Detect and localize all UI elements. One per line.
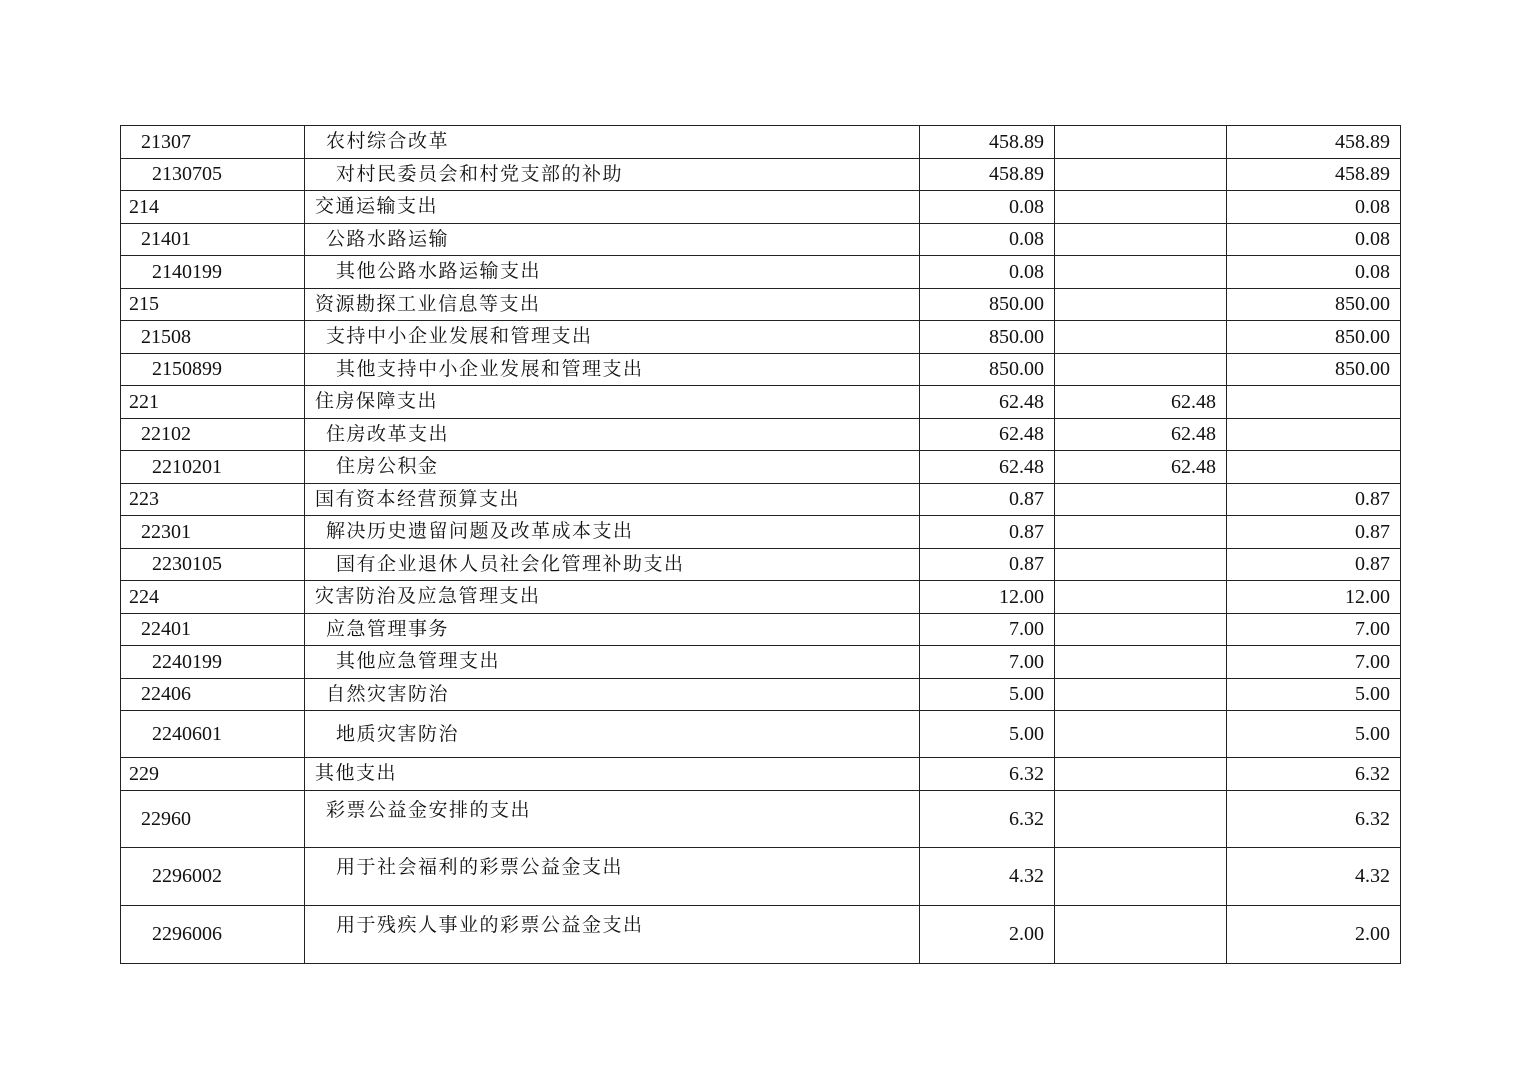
table-row	[121, 191, 1401, 224]
total-amount: 7.00	[920, 613, 1055, 646]
subject-name: 地质灾害防治	[305, 711, 920, 758]
subject-name: 自然灾害防治	[305, 678, 920, 711]
subject-name: 住房公积金	[305, 451, 920, 484]
total-amount: 5.00	[920, 678, 1055, 711]
subject-code: 2230105	[121, 548, 305, 581]
subject-name: 彩票公益金安排的支出	[305, 790, 920, 847]
subject-name: 灾害防治及应急管理支出	[305, 581, 920, 614]
subject-code: 21307	[121, 126, 305, 159]
table-row	[121, 758, 1401, 791]
project-expenditure: 2.00	[1227, 905, 1401, 963]
subject-name: 其他支出	[305, 758, 920, 791]
total-amount: 0.08	[920, 191, 1055, 224]
subject-code: 22406	[121, 678, 305, 711]
project-expenditure: 850.00	[1227, 288, 1401, 321]
table-row	[121, 548, 1401, 581]
total-amount: 62.48	[920, 451, 1055, 484]
total-amount: 12.00	[920, 581, 1055, 614]
project-expenditure: 5.00	[1227, 711, 1401, 758]
project-expenditure: 5.00	[1227, 678, 1401, 711]
project-expenditure	[1227, 451, 1401, 484]
project-expenditure: 458.89	[1227, 126, 1401, 159]
subject-code: 2296006	[121, 905, 305, 963]
subject-name: 公路水路运输	[305, 223, 920, 256]
total-amount: 0.08	[920, 256, 1055, 289]
subject-code: 2210201	[121, 451, 305, 484]
subject-name: 其他应急管理支出	[305, 646, 920, 679]
basic-expenditure	[1055, 678, 1227, 711]
subject-code: 224	[121, 581, 305, 614]
subject-code: 22401	[121, 613, 305, 646]
basic-expenditure	[1055, 223, 1227, 256]
table-row	[121, 321, 1401, 354]
subject-name: 其他支持中小企业发展和管理支出	[305, 353, 920, 386]
total-amount: 62.48	[920, 386, 1055, 419]
table-row	[121, 847, 1401, 905]
subject-code: 21401	[121, 223, 305, 256]
table-row	[121, 353, 1401, 386]
subject-code: 229	[121, 758, 305, 791]
project-expenditure: 7.00	[1227, 646, 1401, 679]
project-expenditure: 7.00	[1227, 613, 1401, 646]
project-expenditure: 0.08	[1227, 191, 1401, 224]
table-row	[121, 451, 1401, 484]
project-expenditure: 4.32	[1227, 847, 1401, 905]
table-row	[121, 126, 1401, 159]
project-expenditure: 850.00	[1227, 321, 1401, 354]
table-row	[121, 613, 1401, 646]
subject-code: 2140199	[121, 256, 305, 289]
project-expenditure: 6.32	[1227, 790, 1401, 847]
subject-name: 资源勘探工业信息等支出	[305, 288, 920, 321]
basic-expenditure	[1055, 646, 1227, 679]
subject-name: 解决历史遗留问题及改革成本支出	[305, 516, 920, 549]
project-expenditure: 0.08	[1227, 223, 1401, 256]
table-row	[121, 646, 1401, 679]
total-amount: 2.00	[920, 905, 1055, 963]
total-amount: 850.00	[920, 353, 1055, 386]
total-amount: 850.00	[920, 321, 1055, 354]
subject-code: 214	[121, 191, 305, 224]
subject-code: 215	[121, 288, 305, 321]
table-row	[121, 256, 1401, 289]
basic-expenditure	[1055, 353, 1227, 386]
total-amount: 0.87	[920, 483, 1055, 516]
total-amount: 0.87	[920, 516, 1055, 549]
project-expenditure	[1227, 386, 1401, 419]
table-row	[121, 418, 1401, 451]
total-amount: 6.32	[920, 758, 1055, 791]
subject-code: 2240601	[121, 711, 305, 758]
subject-code: 221	[121, 386, 305, 419]
subject-name: 对村民委员会和村党支部的补助	[305, 158, 920, 191]
subject-name: 用于社会福利的彩票公益金支出	[305, 847, 920, 905]
basic-expenditure	[1055, 847, 1227, 905]
subject-name: 应急管理事务	[305, 613, 920, 646]
basic-expenditure	[1055, 581, 1227, 614]
table-row	[121, 790, 1401, 847]
subject-name: 住房改革支出	[305, 418, 920, 451]
table-row	[121, 678, 1401, 711]
table-row	[121, 483, 1401, 516]
basic-expenditure	[1055, 711, 1227, 758]
total-amount: 850.00	[920, 288, 1055, 321]
basic-expenditure	[1055, 288, 1227, 321]
project-expenditure	[1227, 418, 1401, 451]
table-row	[121, 386, 1401, 419]
basic-expenditure	[1055, 516, 1227, 549]
subject-code: 2296002	[121, 847, 305, 905]
basic-expenditure	[1055, 905, 1227, 963]
subject-name: 支持中小企业发展和管理支出	[305, 321, 920, 354]
basic-expenditure: 62.48	[1055, 386, 1227, 419]
subject-code: 2130705	[121, 158, 305, 191]
project-expenditure: 0.08	[1227, 256, 1401, 289]
total-amount: 0.87	[920, 548, 1055, 581]
basic-expenditure	[1055, 790, 1227, 847]
basic-expenditure	[1055, 256, 1227, 289]
project-expenditure: 458.89	[1227, 158, 1401, 191]
subject-name: 住房保障支出	[305, 386, 920, 419]
total-amount: 458.89	[920, 126, 1055, 159]
table-row	[121, 288, 1401, 321]
subject-code: 22960	[121, 790, 305, 847]
total-amount: 458.89	[920, 158, 1055, 191]
project-expenditure: 0.87	[1227, 516, 1401, 549]
subject-name: 国有企业退休人员社会化管理补助支出	[305, 548, 920, 581]
basic-expenditure: 62.48	[1055, 451, 1227, 484]
project-expenditure: 12.00	[1227, 581, 1401, 614]
basic-expenditure	[1055, 191, 1227, 224]
table-row	[121, 711, 1401, 758]
total-amount: 4.32	[920, 847, 1055, 905]
basic-expenditure: 62.48	[1055, 418, 1227, 451]
subject-code: 22102	[121, 418, 305, 451]
budget-expenditure-table	[120, 125, 1401, 964]
subject-code: 22301	[121, 516, 305, 549]
subject-code: 21508	[121, 321, 305, 354]
project-expenditure: 6.32	[1227, 758, 1401, 791]
table-row	[121, 905, 1401, 963]
table-row	[121, 581, 1401, 614]
subject-name: 国有资本经营预算支出	[305, 483, 920, 516]
subject-name: 用于残疾人事业的彩票公益金支出	[305, 905, 920, 963]
table-row	[121, 158, 1401, 191]
table-row	[121, 516, 1401, 549]
basic-expenditure	[1055, 758, 1227, 791]
total-amount: 0.08	[920, 223, 1055, 256]
project-expenditure: 850.00	[1227, 353, 1401, 386]
basic-expenditure	[1055, 158, 1227, 191]
basic-expenditure	[1055, 613, 1227, 646]
total-amount: 7.00	[920, 646, 1055, 679]
basic-expenditure	[1055, 126, 1227, 159]
subject-name: 农村综合改革	[305, 126, 920, 159]
subject-code: 2240199	[121, 646, 305, 679]
subject-code: 2150899	[121, 353, 305, 386]
subject-name: 其他公路水路运输支出	[305, 256, 920, 289]
basic-expenditure	[1055, 548, 1227, 581]
basic-expenditure	[1055, 321, 1227, 354]
basic-expenditure	[1055, 483, 1227, 516]
subject-name: 交通运输支出	[305, 191, 920, 224]
project-expenditure: 0.87	[1227, 483, 1401, 516]
total-amount: 5.00	[920, 711, 1055, 758]
project-expenditure: 0.87	[1227, 548, 1401, 581]
subject-code: 223	[121, 483, 305, 516]
total-amount: 62.48	[920, 418, 1055, 451]
total-amount: 6.32	[920, 790, 1055, 847]
table-row	[121, 223, 1401, 256]
